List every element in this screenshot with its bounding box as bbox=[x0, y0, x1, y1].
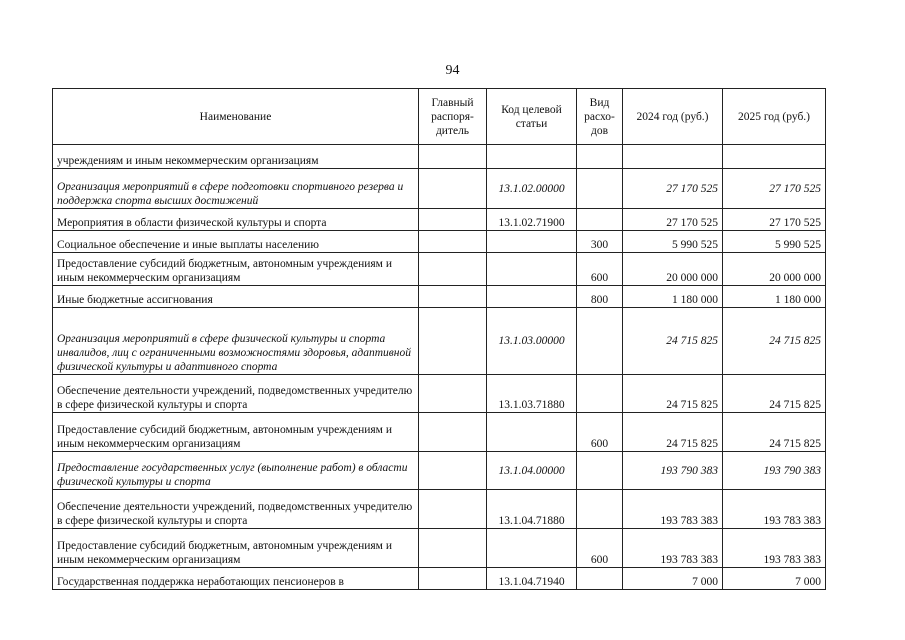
row-2025: 27 170 525 bbox=[723, 169, 826, 209]
row-vid bbox=[577, 568, 623, 590]
row-name: Предоставление субсидий бюджетным, автономным учреждениям и иным некоммерческим организациям bbox=[53, 529, 419, 568]
row-code: 13.1.04.00000 bbox=[487, 452, 577, 490]
row-name: Иные бюджетные ассигнования bbox=[53, 286, 419, 308]
row-code bbox=[487, 529, 577, 568]
row-2025: 193 783 383 bbox=[723, 490, 826, 529]
row-2025: 27 170 525 bbox=[723, 209, 826, 231]
row-name: Организация мероприятий в сфере физической культуры и спорта инвалидов, лиц с ограниченными возможностями здоровья, адаптивной физической культуры и адаптивного спорта bbox=[53, 308, 419, 375]
row-admin bbox=[419, 490, 487, 529]
table-row bbox=[53, 286, 826, 308]
row-admin bbox=[419, 145, 487, 169]
row-2024: 193 790 383 bbox=[623, 452, 723, 490]
row-admin bbox=[419, 253, 487, 286]
row-admin bbox=[419, 169, 487, 209]
row-admin bbox=[419, 568, 487, 590]
header-2025: 2025 год (руб.) bbox=[723, 89, 826, 145]
row-2025: 24 715 825 bbox=[723, 413, 826, 452]
row-2025: 5 990 525 bbox=[723, 231, 826, 253]
row-name: Обеспечение деятельности учреждений, подведомственных учредителю в сфере физической культуры и спорта bbox=[53, 490, 419, 529]
table-row bbox=[53, 490, 826, 529]
row-2024: 27 170 525 bbox=[623, 209, 723, 231]
row-2024: 24 715 825 bbox=[623, 308, 723, 375]
table-row bbox=[53, 308, 826, 375]
row-vid bbox=[577, 375, 623, 413]
row-name: Предоставление субсидий бюджетным, автономным учреждениям и иным некоммерческим организациям bbox=[53, 413, 419, 452]
row-2025: 24 715 825 bbox=[723, 375, 826, 413]
table-row bbox=[53, 452, 826, 490]
row-vid bbox=[577, 145, 623, 169]
row-admin bbox=[419, 413, 487, 452]
row-2024: 24 715 825 bbox=[623, 413, 723, 452]
row-2025: 193 783 383 bbox=[723, 529, 826, 568]
row-name: Государственная поддержка неработающих пенсионеров в bbox=[53, 568, 419, 590]
table-row bbox=[53, 529, 826, 568]
row-code: 13.1.04.71940 bbox=[487, 568, 577, 590]
row-code bbox=[487, 413, 577, 452]
row-code: 13.1.02.71900 bbox=[487, 209, 577, 231]
page-number: 94 bbox=[445, 63, 460, 78]
row-2024: 20 000 000 bbox=[623, 253, 723, 286]
row-code bbox=[487, 231, 577, 253]
row-vid: 600 bbox=[577, 253, 623, 286]
row-2024: 1 180 000 bbox=[623, 286, 723, 308]
row-2025: 193 790 383 bbox=[723, 452, 826, 490]
table-row bbox=[53, 568, 826, 590]
row-code: 13.1.03.00000 bbox=[487, 308, 577, 375]
row-2024: 193 783 383 bbox=[623, 529, 723, 568]
header-2024: 2024 год (руб.) bbox=[623, 89, 723, 145]
row-code: 13.1.02.00000 bbox=[487, 169, 577, 209]
row-vid: 600 bbox=[577, 413, 623, 452]
header-name: Наименование bbox=[53, 89, 419, 145]
table-row bbox=[53, 169, 826, 209]
row-code bbox=[487, 145, 577, 169]
table-row bbox=[53, 145, 826, 169]
row-admin bbox=[419, 375, 487, 413]
table-row bbox=[53, 413, 826, 452]
row-code: 13.1.04.71880 bbox=[487, 490, 577, 529]
row-2025: 20 000 000 bbox=[723, 253, 826, 286]
row-name: Социальное обеспечение и иные выплаты населению bbox=[53, 231, 419, 253]
row-vid: 800 bbox=[577, 286, 623, 308]
row-2025: 24 715 825 bbox=[723, 308, 826, 375]
row-vid: 300 bbox=[577, 231, 623, 253]
row-2024: 27 170 525 bbox=[623, 169, 723, 209]
row-admin bbox=[419, 286, 487, 308]
table-row bbox=[53, 375, 826, 413]
row-admin bbox=[419, 209, 487, 231]
row-2024: 24 715 825 bbox=[623, 375, 723, 413]
row-2024: 5 990 525 bbox=[623, 231, 723, 253]
row-name: учреждениям и иным некоммерческим организациям bbox=[53, 145, 419, 169]
row-2024: 7 000 bbox=[623, 568, 723, 590]
row-admin bbox=[419, 231, 487, 253]
row-vid bbox=[577, 209, 623, 231]
row-vid bbox=[577, 308, 623, 375]
row-name: Организация мероприятий в сфере подготовки спортивного резерва и поддержка спорта высших достижений bbox=[53, 169, 419, 209]
row-2024: 193 783 383 bbox=[623, 490, 723, 529]
table-row bbox=[53, 231, 826, 253]
row-admin bbox=[419, 308, 487, 375]
row-vid bbox=[577, 490, 623, 529]
row-code bbox=[487, 286, 577, 308]
row-name: Предоставление государственных услуг (выполнение работ) в области физической культуры и спорта bbox=[53, 452, 419, 490]
row-code bbox=[487, 253, 577, 286]
row-code: 13.1.03.71880 bbox=[487, 375, 577, 413]
row-name: Обеспечение деятельности учреждений, подведомственных учредителю в сфере физической культуры и спорта bbox=[53, 375, 419, 413]
table-header-row bbox=[53, 89, 826, 145]
header-code: Код целевой статьи bbox=[487, 89, 577, 145]
row-2025: 1 180 000 bbox=[723, 286, 826, 308]
table-row bbox=[53, 209, 826, 231]
row-name: Мероприятия в области физической культуры и спорта bbox=[53, 209, 419, 231]
row-2025: 7 000 bbox=[723, 568, 826, 590]
header-admin: Главный распоря-дитель bbox=[419, 89, 487, 145]
table-row bbox=[53, 253, 826, 286]
row-2025 bbox=[723, 145, 826, 169]
row-admin bbox=[419, 529, 487, 568]
budget-table bbox=[52, 88, 826, 590]
row-admin bbox=[419, 452, 487, 490]
row-name: Предоставление субсидий бюджетным, автономным учреждениям и иным некоммерческим организациям bbox=[53, 253, 419, 286]
row-vid bbox=[577, 452, 623, 490]
row-vid bbox=[577, 169, 623, 209]
header-vid: Вид расхо-дов bbox=[577, 89, 623, 145]
row-2024 bbox=[623, 145, 723, 169]
row-vid: 600 bbox=[577, 529, 623, 568]
